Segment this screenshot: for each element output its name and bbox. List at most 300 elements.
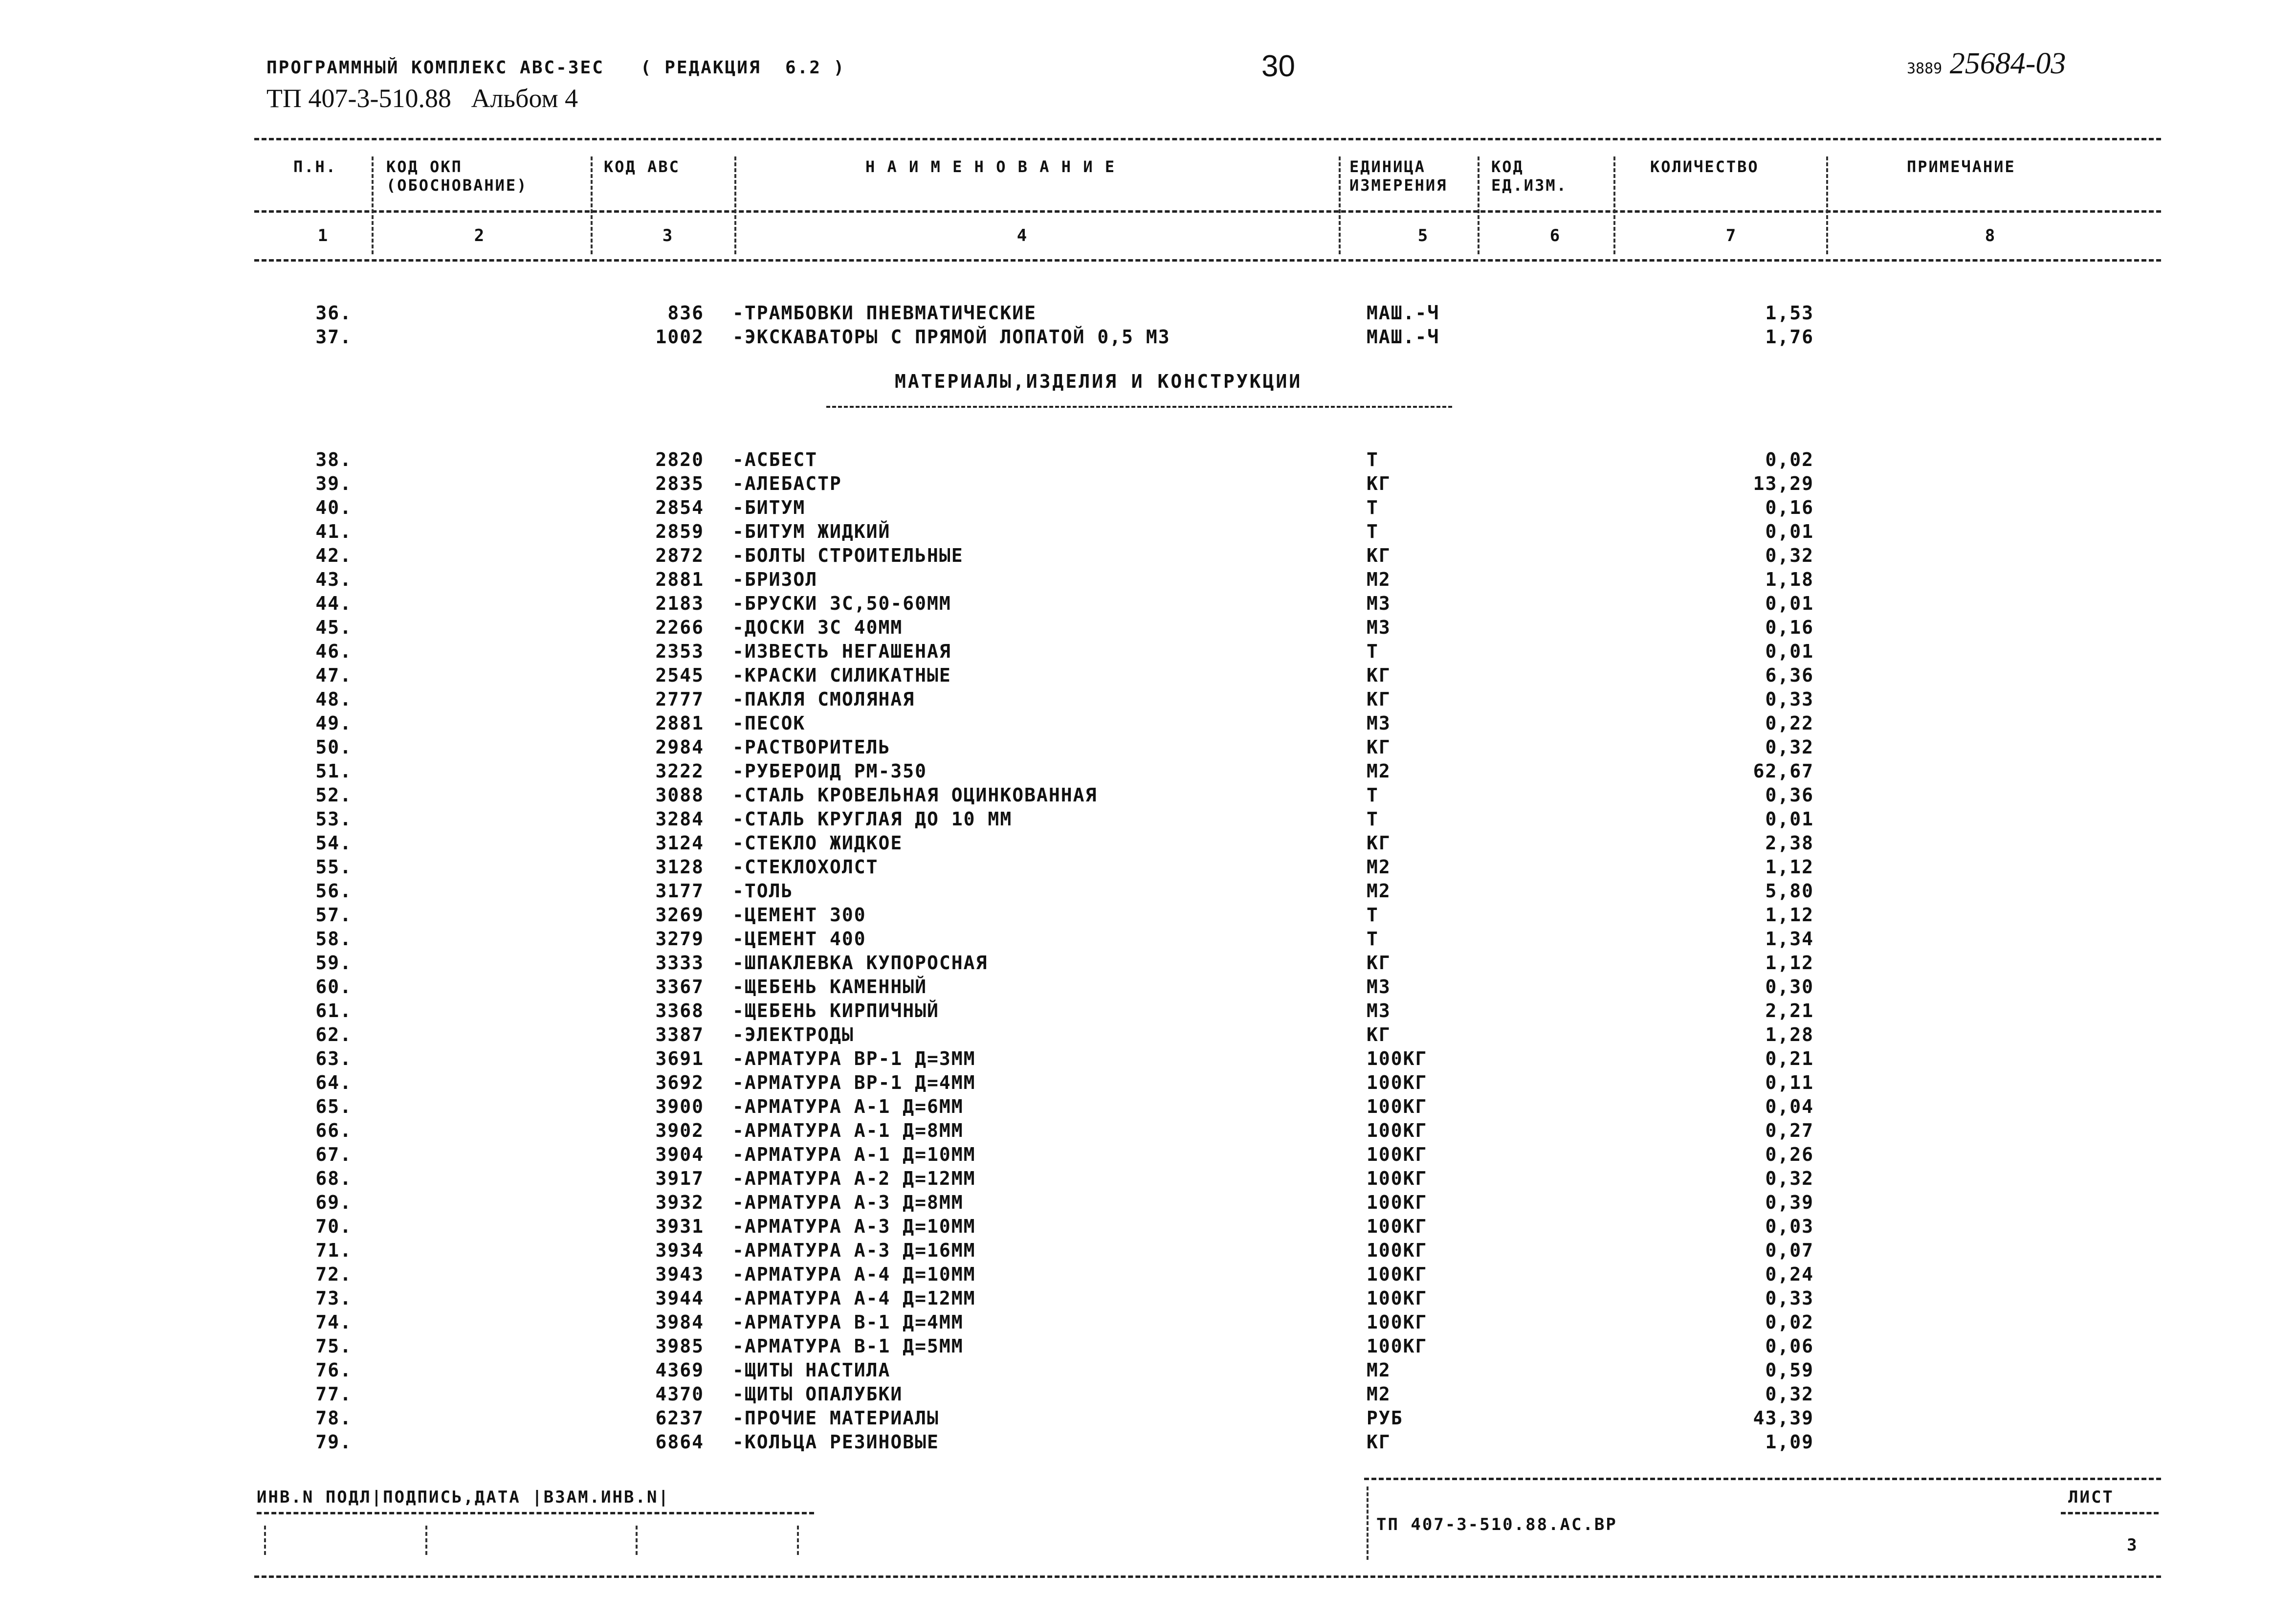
page-bottom-rule	[254, 1575, 2161, 1578]
table-row	[0, 784, 2296, 808]
item-name: -АРМАТУРА А-1 Д=10ММ	[732, 1144, 976, 1165]
document-code	[1907, 46, 2066, 81]
col-divider	[734, 156, 736, 254]
table-row	[0, 617, 2296, 641]
quantity: 0,33	[1765, 688, 1814, 710]
item-number: 49.	[315, 712, 352, 734]
unit: МАШ.-Ч	[1367, 302, 1440, 324]
table-row	[0, 856, 2296, 880]
abc-code: 2835	[655, 473, 704, 494]
item-number: 69.	[315, 1192, 352, 1213]
footer-right-top-rule	[1364, 1478, 2161, 1480]
abc-code: 2266	[655, 617, 704, 638]
item-name: -ПЕСОК	[732, 712, 806, 734]
col-number-3: 3	[662, 226, 673, 245]
item-name: -КОЛЬЦА РЕЗИНОВЫЕ	[732, 1431, 939, 1453]
item-number: 65.	[315, 1096, 352, 1117]
item-number: 47.	[315, 665, 352, 686]
table-row	[0, 1216, 2296, 1240]
abc-code: 3279	[655, 928, 704, 950]
quantity: 0,36	[1765, 784, 1814, 806]
unit: М3	[1367, 976, 1391, 998]
item-number: 54.	[315, 832, 352, 854]
quantity: 0,07	[1765, 1240, 1814, 1261]
quantity: 6,36	[1765, 665, 1814, 686]
abc-code: 3904	[655, 1144, 704, 1165]
abc-code: 2183	[655, 593, 704, 614]
unit: М2	[1367, 569, 1391, 590]
document-reference: ТП 407-3-510.88.АС.ВР	[1376, 1515, 1617, 1534]
table-row	[0, 1144, 2296, 1168]
item-name: -БИТУМ ЖИДКИЙ	[732, 521, 891, 542]
unit: КГ	[1367, 665, 1391, 686]
item-name: -РУБЕРОИД РМ-350	[732, 760, 927, 782]
table-row	[0, 569, 2296, 593]
unit: 100КГ	[1367, 1287, 1428, 1309]
item-name: -АРМАТУРА ВР-1 Д=3ММ	[732, 1048, 976, 1069]
item-number: 40.	[315, 497, 352, 518]
program-header: ПРОГРАММНЫЙ КОМПЛЕКС АВС-ЗЕС ( РЕДАКЦИЯ 6.2 )	[266, 58, 846, 78]
quantity: 1,34	[1765, 928, 1814, 950]
quantity: 0,16	[1765, 617, 1814, 638]
abc-code: 2872	[655, 545, 704, 566]
unit: 100КГ	[1367, 1072, 1428, 1093]
col-divider	[1613, 156, 1615, 254]
item-name: -АРМАТУРА В-1 Д=4ММ	[732, 1311, 964, 1333]
stamp-divider	[264, 1526, 266, 1555]
item-number: 72.	[315, 1264, 352, 1285]
quantity: 0,16	[1765, 497, 1814, 518]
item-name: -БИТУМ	[732, 497, 806, 518]
quantity: 0,21	[1765, 1048, 1814, 1069]
item-number: 77.	[315, 1383, 352, 1405]
item-number: 36.	[315, 302, 352, 324]
item-name: -АРМАТУРА А-3 Д=8ММ	[732, 1192, 964, 1213]
unit: КГ	[1367, 688, 1391, 710]
item-number: 45.	[315, 617, 352, 638]
item-number: 55.	[315, 856, 352, 878]
unit: МАШ.-Ч	[1367, 326, 1440, 348]
quantity: 1,76	[1765, 326, 1814, 348]
page-number: 30	[1261, 49, 1295, 83]
item-number: 42.	[315, 545, 352, 566]
item-name: -АРМАТУРА А-4 Д=12ММ	[732, 1287, 976, 1309]
item-name: -ЭЛЕКТРОДЫ	[732, 1024, 854, 1045]
item-number: 46.	[315, 641, 352, 662]
item-number: 62.	[315, 1024, 352, 1045]
table-row	[0, 1264, 2296, 1287]
col-divider	[372, 156, 374, 254]
abc-code: 2881	[655, 712, 704, 734]
quantity: 1,28	[1765, 1024, 1814, 1045]
item-number: 57.	[315, 904, 352, 926]
abc-code: 3934	[655, 1240, 704, 1261]
abc-code: 2820	[655, 449, 704, 470]
unit: Т	[1367, 497, 1379, 518]
sheet-rule	[2061, 1512, 2159, 1514]
item-number: 76.	[315, 1359, 352, 1381]
unit: 100КГ	[1367, 1120, 1428, 1141]
col-header-okp: КОД ОКП (ОБОСНОВАНИЕ)	[386, 157, 528, 195]
unit: Т	[1367, 784, 1379, 806]
unit: М3	[1367, 593, 1391, 614]
abc-code: 3985	[655, 1335, 704, 1357]
quantity: 0,33	[1765, 1287, 1814, 1309]
quantity: 0,01	[1765, 808, 1814, 830]
abc-code: 4369	[655, 1359, 704, 1381]
item-name: -ЩЕБЕНЬ КАМЕННЫЙ	[732, 976, 927, 998]
quantity: 62,67	[1753, 760, 1814, 782]
quantity: 0,01	[1765, 593, 1814, 614]
item-number: 70.	[315, 1216, 352, 1237]
quantity: 0,02	[1765, 1311, 1814, 1333]
unit: 100КГ	[1367, 1048, 1428, 1069]
quantity: 0,27	[1765, 1120, 1814, 1141]
quantity: 0,06	[1765, 1335, 1814, 1357]
abc-code: 3944	[655, 1287, 704, 1309]
quantity: 43,39	[1753, 1407, 1814, 1429]
stamp-rule	[257, 1512, 814, 1514]
unit: М2	[1367, 1359, 1391, 1381]
table-row	[0, 880, 2296, 904]
item-name: -СТАЛЬ КРОВЕЛЬНАЯ ОЦИНКОВАННАЯ	[732, 784, 1098, 806]
abc-code: 2545	[655, 665, 704, 686]
unit: 100КГ	[1367, 1335, 1428, 1357]
item-number: 75.	[315, 1335, 352, 1357]
table-row	[0, 1240, 2296, 1264]
abc-code: 3088	[655, 784, 704, 806]
item-name: -ИЗВЕСТЬ НЕГАШЕНАЯ	[732, 641, 951, 662]
item-name: -БРИЗОЛ	[732, 569, 818, 590]
unit: М2	[1367, 760, 1391, 782]
table-row	[0, 665, 2296, 688]
table-row	[0, 1072, 2296, 1096]
table-row	[0, 712, 2296, 736]
item-number: 53.	[315, 808, 352, 830]
table-row	[0, 449, 2296, 473]
quantity: 0,32	[1765, 545, 1814, 566]
item-name: -КРАСКИ СИЛИКАТНЫЕ	[732, 665, 951, 686]
item-name: -АРМАТУРА В-1 Д=5ММ	[732, 1335, 964, 1357]
unit: КГ	[1367, 952, 1391, 974]
stamp-divider	[797, 1526, 799, 1555]
table-row	[0, 760, 2296, 784]
unit: М3	[1367, 617, 1391, 638]
sheet-label: ЛИСТ	[2068, 1487, 2114, 1507]
item-name: -ЩИТЫ ОПАЛУБКИ	[732, 1383, 903, 1405]
item-number: 50.	[315, 736, 352, 758]
item-name: -ШПАКЛЕВКА КУПОРОСНАЯ	[732, 952, 988, 974]
table-top-rule	[254, 138, 2161, 140]
item-number: 71.	[315, 1240, 352, 1261]
table-row	[0, 1120, 2296, 1144]
item-name: -АРМАТУРА А-2 Д=12ММ	[732, 1168, 976, 1189]
abc-code: 3900	[655, 1096, 704, 1117]
abc-code: 3368	[655, 1000, 704, 1021]
item-name: -ДОСКИ 3С 40ММ	[732, 617, 903, 638]
item-number: 74.	[315, 1311, 352, 1333]
quantity: 0,39	[1765, 1192, 1814, 1213]
unit: М2	[1367, 856, 1391, 878]
quantity: 0,11	[1765, 1072, 1814, 1093]
abc-code: 2353	[655, 641, 704, 662]
item-name: -БОЛТЫ СТРОИТЕЛЬНЫЕ	[732, 545, 964, 566]
column-header-rule	[254, 210, 2161, 213]
table-row	[0, 1287, 2296, 1311]
quantity: 0,01	[1765, 641, 1814, 662]
item-name: -СТЕКЛОХОЛСТ	[732, 856, 879, 878]
unit: КГ	[1367, 545, 1391, 566]
col-number-2: 2	[474, 226, 485, 245]
unit: КГ	[1367, 832, 1391, 854]
table-row	[0, 832, 2296, 856]
abc-code: 2984	[655, 736, 704, 758]
col-number-8: 8	[1985, 226, 1995, 245]
table-row	[0, 904, 2296, 928]
table-row	[0, 1168, 2296, 1192]
item-name: -ТОЛЬ	[732, 880, 794, 902]
unit: КГ	[1367, 1431, 1391, 1453]
col-header-name: Н А И М Е Н О В А Н И Е	[865, 157, 1116, 176]
item-number: 59.	[315, 952, 352, 974]
item-name: -АРМАТУРА А-3 Д=16ММ	[732, 1240, 976, 1261]
abc-code: 3984	[655, 1311, 704, 1333]
item-number: 52.	[315, 784, 352, 806]
abc-code: 3931	[655, 1216, 704, 1237]
col-number-7: 7	[1725, 226, 1736, 245]
quantity: 0,22	[1765, 712, 1814, 734]
col-header-pn: П.Н.	[293, 157, 337, 176]
col-number-4: 4	[1016, 226, 1027, 245]
table-row	[0, 1335, 2296, 1359]
abc-code: 6237	[655, 1407, 704, 1429]
item-name: -ЩИТЫ НАСТИЛА	[732, 1359, 891, 1381]
abc-code: 3691	[655, 1048, 704, 1069]
table-row	[0, 641, 2296, 665]
quantity: 13,29	[1753, 473, 1814, 494]
unit: 100КГ	[1367, 1168, 1428, 1189]
item-number: 51.	[315, 760, 352, 782]
table-row	[0, 521, 2296, 545]
quantity: 0,59	[1765, 1359, 1814, 1381]
abc-code: 3177	[655, 880, 704, 902]
quantity: 0,32	[1765, 1383, 1814, 1405]
table-row	[0, 1192, 2296, 1216]
section-underline	[826, 406, 1452, 408]
sheet-number: 3	[2127, 1535, 2139, 1555]
item-name: -ЦЕМЕНТ 400	[732, 928, 866, 950]
unit: М2	[1367, 880, 1391, 902]
unit: Т	[1367, 641, 1379, 662]
tp-album-title: ТП 407-3-510.88 Альбом 4	[266, 84, 578, 113]
unit: РУБ	[1367, 1407, 1403, 1429]
abc-code: 6864	[655, 1431, 704, 1453]
item-name: -АРМАТУРА ВР-1 Д=4ММ	[732, 1072, 976, 1093]
unit: 100КГ	[1367, 1144, 1428, 1165]
col-divider	[1339, 156, 1341, 254]
col-number-1: 1	[317, 226, 328, 245]
unit: Т	[1367, 808, 1379, 830]
table-row	[0, 326, 2296, 350]
col-header-unit-code: КОД ЕД.ИЗМ.	[1491, 157, 1567, 195]
abc-code: 2859	[655, 521, 704, 542]
item-name: -СТЕКЛО ЖИДКОЕ	[732, 832, 903, 854]
quantity: 2,38	[1765, 832, 1814, 854]
abc-code: 3902	[655, 1120, 704, 1141]
quantity: 0,32	[1765, 1168, 1814, 1189]
abc-code: 3943	[655, 1264, 704, 1285]
table-row	[0, 593, 2296, 617]
column-number-rule	[254, 259, 2161, 262]
item-number: 37.	[315, 326, 352, 348]
table-row	[0, 302, 2296, 326]
item-name: -АРМАТУРА А-1 Д=8ММ	[732, 1120, 964, 1141]
quantity: 1,12	[1765, 904, 1814, 926]
table-row	[0, 497, 2296, 521]
item-name: -АЛЕБАСТР	[732, 473, 842, 494]
unit: КГ	[1367, 1024, 1391, 1045]
table-row	[0, 928, 2296, 952]
item-number: 73.	[315, 1287, 352, 1309]
item-number: 41.	[315, 521, 352, 542]
unit: 100КГ	[1367, 1264, 1428, 1285]
col-number-6: 6	[1549, 226, 1560, 245]
abc-code: 3124	[655, 832, 704, 854]
unit: 100КГ	[1367, 1192, 1428, 1213]
document-code-prefix: 3889	[1907, 60, 1943, 77]
table-row	[0, 1311, 2296, 1335]
abc-code: 3269	[655, 904, 704, 926]
table-row	[0, 808, 2296, 832]
item-name: -ЭКСКАВАТОРЫ С ПРЯМОЙ ЛОПАТОЙ 0,5 М3	[732, 326, 1170, 348]
item-number: 39.	[315, 473, 352, 494]
col-header-abc: КОД АВС	[604, 157, 680, 176]
abc-code: 3284	[655, 808, 704, 830]
unit: Т	[1367, 521, 1379, 542]
item-number: 79.	[315, 1431, 352, 1453]
item-number: 78.	[315, 1407, 352, 1429]
abc-code: 3128	[655, 856, 704, 878]
unit: 100КГ	[1367, 1216, 1428, 1237]
table-row	[0, 1048, 2296, 1072]
abc-code: 1002	[655, 326, 704, 348]
unit: М3	[1367, 1000, 1391, 1021]
stamp-divider	[1367, 1486, 1369, 1560]
quantity: 5,80	[1765, 880, 1814, 902]
abc-code: 2854	[655, 497, 704, 518]
table-row	[0, 952, 2296, 976]
quantity: 0,02	[1765, 449, 1814, 470]
table-row	[0, 1431, 2296, 1455]
table-row	[0, 1000, 2296, 1024]
unit: Т	[1367, 449, 1379, 470]
abc-code: 836	[667, 302, 704, 324]
unit: 100КГ	[1367, 1311, 1428, 1333]
section-title: МАТЕРИАЛЫ,ИЗДЕЛИЯ И КОНСТРУКЦИИ	[895, 371, 1303, 392]
item-name: -ЦЕМЕНТ 300	[732, 904, 866, 926]
quantity: 0,24	[1765, 1264, 1814, 1285]
unit: КГ	[1367, 473, 1391, 494]
col-number-5: 5	[1417, 226, 1428, 245]
unit: КГ	[1367, 736, 1391, 758]
item-name: -РАСТВОРИТЕЛЬ	[732, 736, 891, 758]
table-row	[0, 736, 2296, 760]
col-header-unit: ЕДИНИЦА ИЗМЕРЕНИЯ	[1349, 157, 1448, 195]
item-number: 58.	[315, 928, 352, 950]
item-number: 67.	[315, 1144, 352, 1165]
table-row	[0, 688, 2296, 712]
item-number: 48.	[315, 688, 352, 710]
item-number: 44.	[315, 593, 352, 614]
item-name: -ТРАМБОВКИ ПНЕВМАТИЧЕСКИЕ	[732, 302, 1037, 324]
document-code-value: 25684-03	[1949, 47, 2066, 80]
quantity: 0,32	[1765, 736, 1814, 758]
table-row	[0, 1096, 2296, 1120]
item-name: -ПРОЧИЕ МАТЕРИАЛЫ	[732, 1407, 939, 1429]
stamp-header: ИНВ.N ПОДЛ|ПОДПИСЬ,ДАТА |ВЗАМ.ИНВ.N|	[257, 1487, 670, 1507]
table-row	[0, 1024, 2296, 1048]
unit: М3	[1367, 712, 1391, 734]
item-number: 64.	[315, 1072, 352, 1093]
table-row	[0, 1359, 2296, 1383]
table-row	[0, 545, 2296, 569]
quantity: 0,30	[1765, 976, 1814, 998]
unit: 100КГ	[1367, 1096, 1428, 1117]
quantity: 2,21	[1765, 1000, 1814, 1021]
abc-code: 3367	[655, 976, 704, 998]
quantity: 0,03	[1765, 1216, 1814, 1237]
item-name: -АРМАТУРА А-1 Д=6ММ	[732, 1096, 964, 1117]
item-name: -АРМАТУРА А-3 Д=10ММ	[732, 1216, 976, 1237]
abc-code: 2881	[655, 569, 704, 590]
table-row	[0, 976, 2296, 1000]
col-header-note: ПРИМЕЧАНИЕ	[1907, 157, 2016, 176]
quantity: 0,26	[1765, 1144, 1814, 1165]
unit: Т	[1367, 928, 1379, 950]
abc-code: 3333	[655, 952, 704, 974]
item-number: 56.	[315, 880, 352, 902]
col-divider	[591, 156, 593, 254]
abc-code: 4370	[655, 1383, 704, 1405]
abc-code: 3387	[655, 1024, 704, 1045]
quantity: 1,09	[1765, 1431, 1814, 1453]
item-number: 66.	[315, 1120, 352, 1141]
quantity: 1,12	[1765, 856, 1814, 878]
abc-code: 3917	[655, 1168, 704, 1189]
item-number: 43.	[315, 569, 352, 590]
item-number: 38.	[315, 449, 352, 470]
item-name: -СТАЛЬ КРУГЛАЯ ДО 10 ММ	[732, 808, 1013, 830]
table-row	[0, 1407, 2296, 1431]
item-name: -АРМАТУРА А-4 Д=10ММ	[732, 1264, 976, 1285]
quantity: 0,04	[1765, 1096, 1814, 1117]
item-name: -ПАКЛЯ СМОЛЯНАЯ	[732, 688, 915, 710]
stamp-divider	[636, 1526, 638, 1555]
stamp-divider	[425, 1526, 427, 1555]
item-name: -ЩЕБЕНЬ КИРПИЧНЫЙ	[732, 1000, 939, 1021]
table-row	[0, 1383, 2296, 1407]
item-name: -БРУСКИ 3С,50-60ММ	[732, 593, 951, 614]
quantity: 0,01	[1765, 521, 1814, 542]
quantity: 1,53	[1765, 302, 1814, 324]
abc-code: 3932	[655, 1192, 704, 1213]
unit: М2	[1367, 1383, 1391, 1405]
item-number: 68.	[315, 1168, 352, 1189]
col-header-quantity: КОЛИЧЕСТВО	[1650, 157, 1759, 176]
quantity: 1,18	[1765, 569, 1814, 590]
abc-code: 2777	[655, 688, 704, 710]
quantity: 1,12	[1765, 952, 1814, 974]
